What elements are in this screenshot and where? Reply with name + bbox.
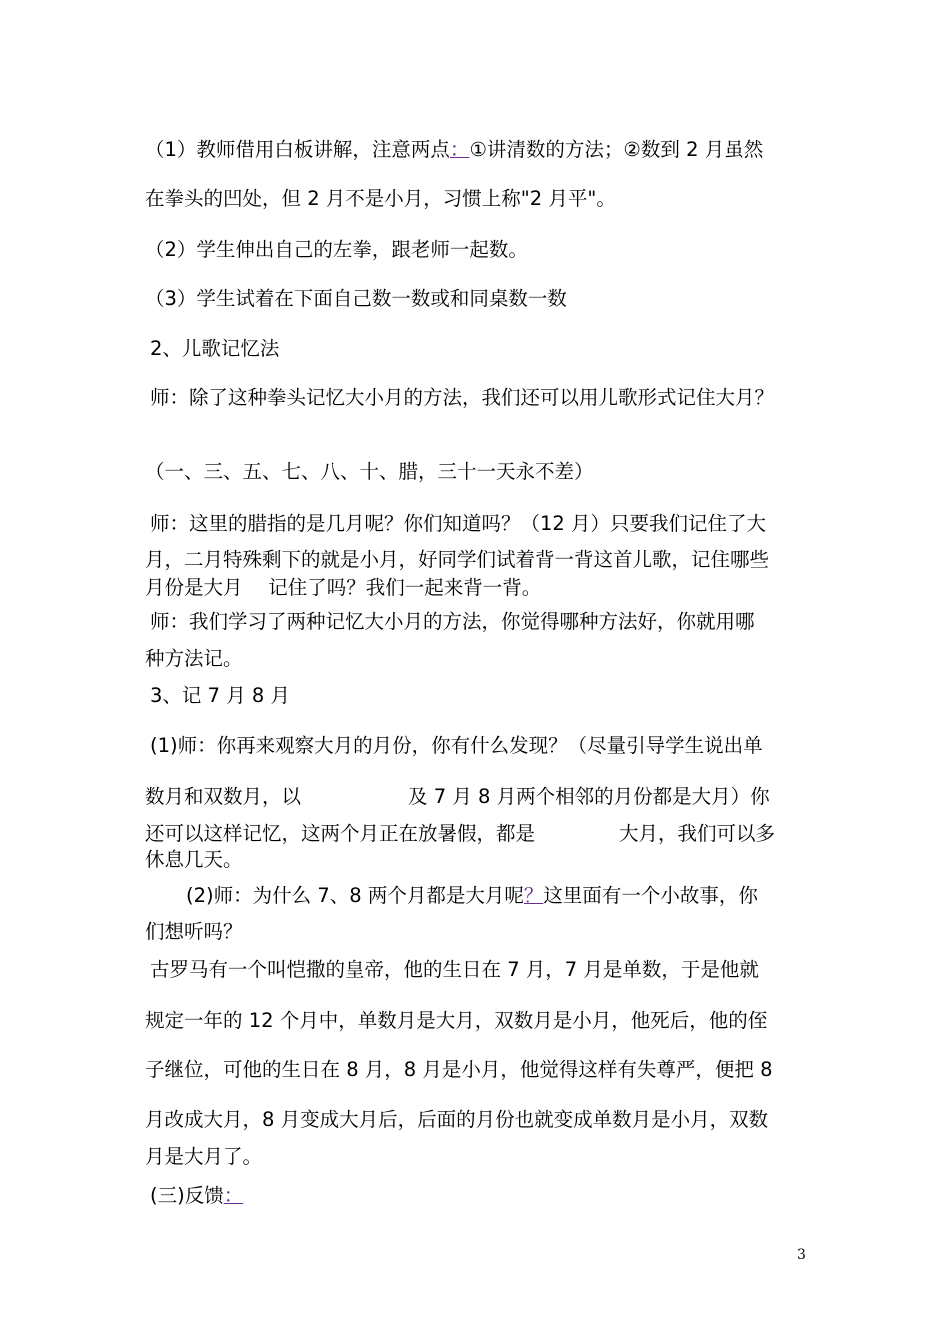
paragraph-line: 师：除了这种拳头记忆大小月的方法，我们还可以用儿歌形式记住大月？ <box>150 386 775 409</box>
text-run: (三)反馈 <box>150 1184 224 1207</box>
paragraph-line: （一、三、五、七、八、十、腊，三十一天永不差） <box>145 460 594 483</box>
paragraph-line: (1)师：你再来观察大月的月份，你有什么发现？（尽量引导学生说出单 <box>150 734 763 757</box>
paragraph-line: 古罗马有一个叫恺撒的皇帝，他的生日在 7 月，7 月是单数，于是他就 <box>150 958 759 981</box>
text-run: (2)师：为什么 7、8 两个月都是大月呢 <box>186 884 524 907</box>
paragraph-line: 规定一年的 12 个月中，单数月是大月，双数月是小月，他死后，他的侄 <box>145 1009 768 1032</box>
paragraph-line: （3）学生试着在下面自己数一数或和同桌数一数 <box>145 287 567 310</box>
section-heading: 2、儿歌记忆法 <box>150 337 280 360</box>
text-run: （1）教师借用白板讲解，注意两点 <box>145 138 450 161</box>
paragraph-line: 在拳头的凹处，但 2 月不是小月，习惯上称"2 月平"。 <box>145 187 616 210</box>
section-heading: 3、记 7 月 8 月 <box>150 684 291 707</box>
paragraph-line: （2）学生伸出自己的左拳，跟老师一起数。 <box>145 238 528 261</box>
paragraph-line: 师：我们学习了两种记忆大小月的方法，你觉得哪种方法好，你就用哪 <box>150 610 755 633</box>
paragraph-line <box>145 820 825 848</box>
paragraph-line: 月是大月了。 <box>145 1145 263 1168</box>
paragraph-line: 师：这里的腊指的是几月呢？你们知道吗？（12 月）只要我们记住了大 <box>150 512 767 535</box>
text-run: 数月和双数月，以 <box>145 785 302 808</box>
underlined-question-mark: ？ <box>523 884 544 907</box>
paragraph-line: 们想听吗？ <box>145 920 243 943</box>
paragraph-line: 休息几天。 <box>145 848 243 871</box>
paragraph-line: 月份是大月 记住了吗？我们一起来背一背。 <box>145 576 542 599</box>
paragraph-line: 子继位，可他的生日在 8 月，8 月是小月，他觉得这样有失尊严，便把 8 <box>145 1058 773 1081</box>
paragraph-line <box>186 882 866 910</box>
paragraph-line <box>145 136 825 164</box>
underlined-colon: ： <box>223 1184 244 1207</box>
underlined-colon: ： <box>449 138 470 161</box>
page-number: 3 <box>797 1247 806 1263</box>
text-run: 这里面有一个小故事，你 <box>543 884 758 907</box>
text-run: 及 7 月 8 月两个相邻的月份都是大月）你 <box>408 785 770 808</box>
paragraph-line <box>145 783 825 811</box>
paragraph-line: 月，二月特殊剩下的就是小月，好同学们试着背一背这首儿歌，记住哪些 <box>145 548 770 571</box>
text-run: 还可以这样记忆，这两个月正在放暑假，都是 <box>145 822 536 845</box>
paragraph-line: 种方法记。 <box>145 647 243 670</box>
section-heading <box>150 1182 830 1210</box>
text-run: 大月，我们可以多 <box>619 822 776 845</box>
text-run: ①讲清数的方法；②数到 2 月虽然 <box>469 138 764 161</box>
paragraph-line: 月改成大月，8 月变成大月后，后面的月份也就变成单数月是小月，双数 <box>145 1108 769 1131</box>
